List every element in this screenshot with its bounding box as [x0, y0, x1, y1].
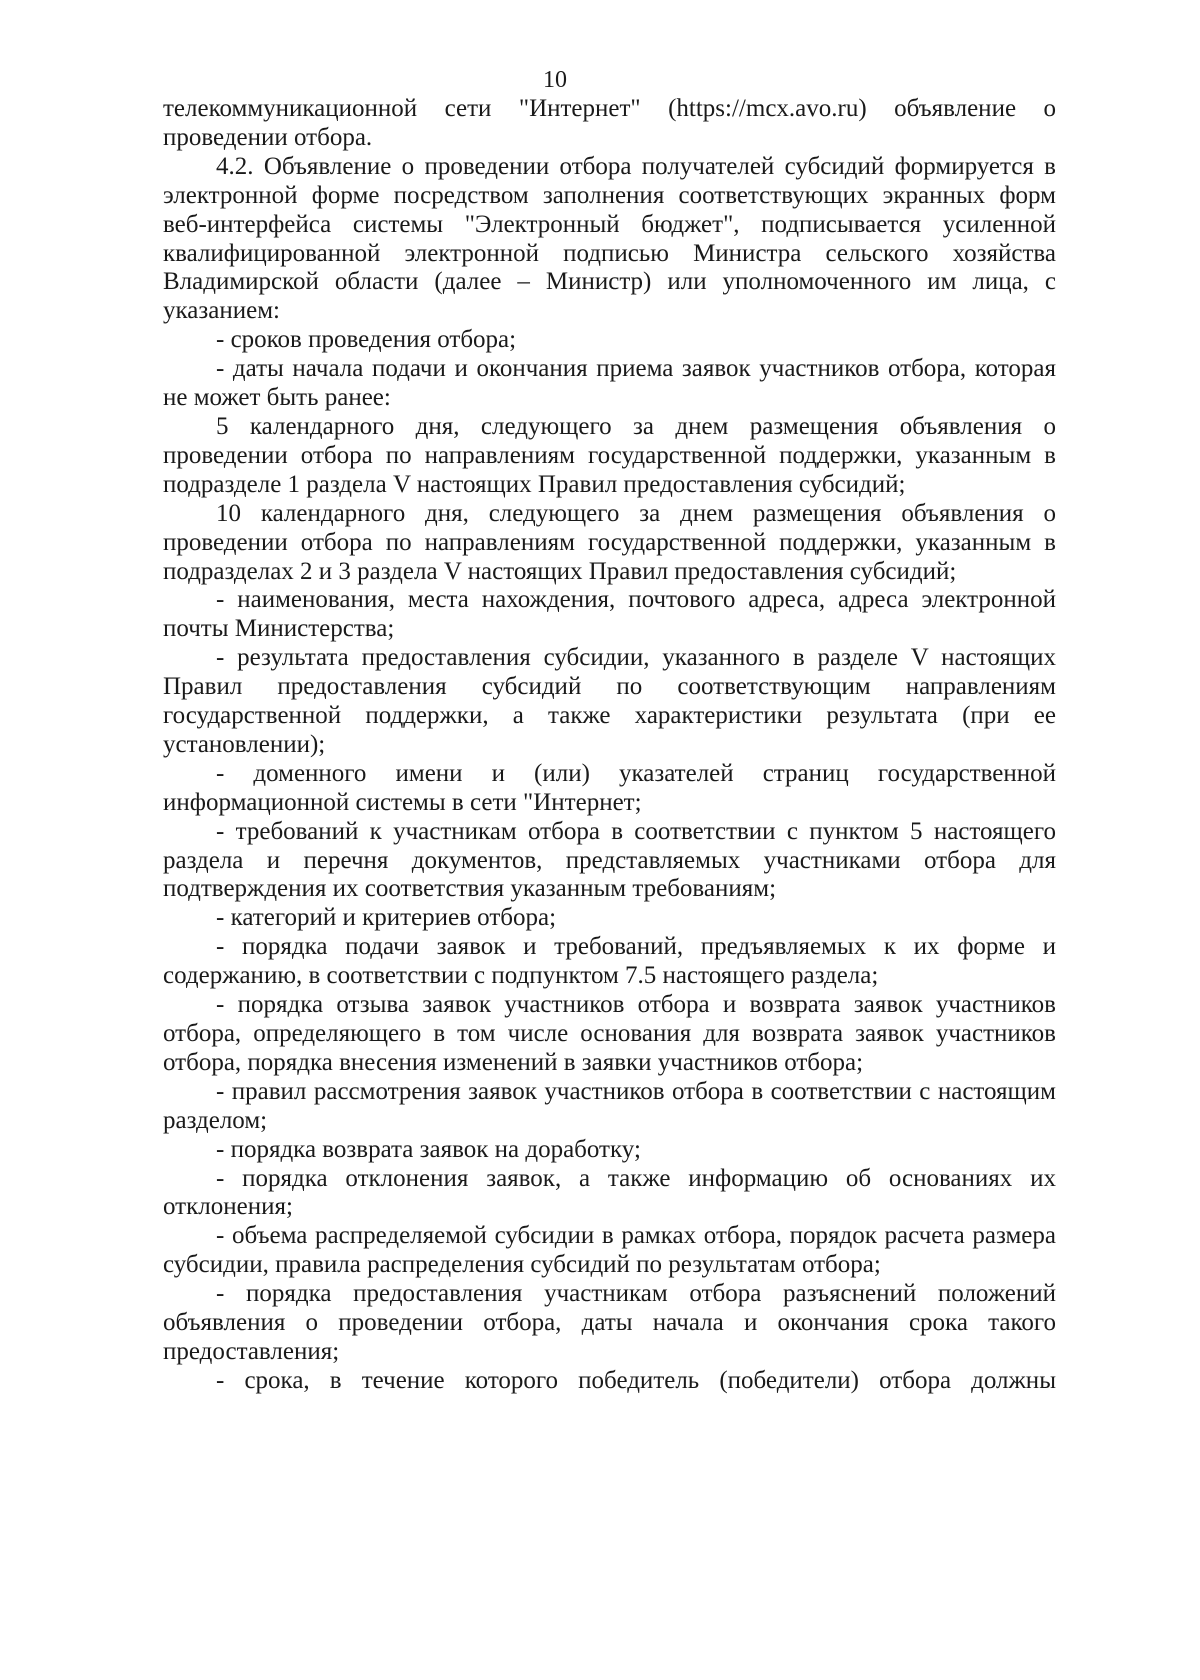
paragraph: - даты начала подачи и окончания приема заявок участников отбора, которая не может быть ранее: [163, 355, 1056, 412]
paragraph: - результата предоставления субсидии, указанного в разделе V настоящих Правил предоставления субсидий по соответствующим направлениям государственной поддержки, а также характеристики результата (при ее установлении); [163, 644, 1056, 758]
page-number: 10 [543, 67, 567, 93]
document-body [163, 95, 1056, 1396]
paragraph: - наименования, места нахождения, почтового адреса, адреса электронной почты Министерства; [163, 586, 1056, 643]
paragraph: - правил рассмотрения заявок участников отбора в соответствии с настоящим разделом; [163, 1077, 1056, 1134]
paragraph: - порядка отклонения заявок, а также информацию об основаниях их отклонения; [163, 1164, 1056, 1221]
paragraph: - порядка предоставления участникам отбора разъяснений положений объявления о проведении отбора, даты начала и окончания срока такого предоставления; [163, 1280, 1056, 1365]
paragraph: - объема распределяемой субсидии в рамках отбора, порядок расчета размера субсидии, правила распределения субсидий по результатам отбора; [163, 1222, 1056, 1279]
paragraph: - сроков проведения отбора; [216, 326, 517, 354]
paragraph: - требований к участникам отбора в соответствии с пунктом 5 настоящего раздела и перечня документов, представляемых участниками отбора для подтверждения их соответствия указанным требованиям; [163, 817, 1056, 903]
paragraph: - порядка отзыва заявок участников отбора и возврата заявок участников отбора, определяющего в том числе основания для возврата заявок участников отбора, порядка внесения изменений в заявки участников отбора; [163, 991, 1056, 1076]
paragraph: - порядка подачи заявок и требований, предъявляемых к их форме и содержанию, в соответствии с подпунктом 7.5 настоящего раздела; [163, 933, 1056, 990]
paragraph: 5 календарного дня, следующего за днем размещения объявления о проведении отбора по направлениям государственной поддержки, указанным в подразделе 1 раздела V настоящих Правил предоставления субсидий; [163, 412, 1056, 498]
paragraph: - порядка возврата заявок на доработку; [216, 1135, 641, 1163]
paragraph: - категорий и критериев отбора; [216, 904, 557, 932]
paragraph: - доменного имени и (или) указателей страниц государственной информационной системы в сети "Интернет; [163, 759, 1056, 816]
paragraph: телекоммуникационной сети "Интернет" (https://mcx.avo.ru) объявление о проведении отбора. [163, 95, 1056, 151]
paragraph: 10 календарного дня, следующего за днем размещения объявления о проведении отбора по направлениям государственной поддержки, указанным в подразделах 2 и 3 раздела V настоящих Правил предоставления субсидий; [163, 499, 1056, 585]
paragraph: - срока, в течение которого победитель (победители) отбора должны [216, 1366, 1056, 1394]
paragraph: 4.2. Объявление о проведении отбора получателей субсидий формируется в электронной форме посредством заполнения соответствующих экранных форм веб-интерфейса системы "Электронный бюджет", подписывается усиленной квалифицированной электронной подписью Министра сельского хозяйства Владимирской области (далее – Министр) или уполномоченного им лица, с указанием: [163, 152, 1056, 325]
